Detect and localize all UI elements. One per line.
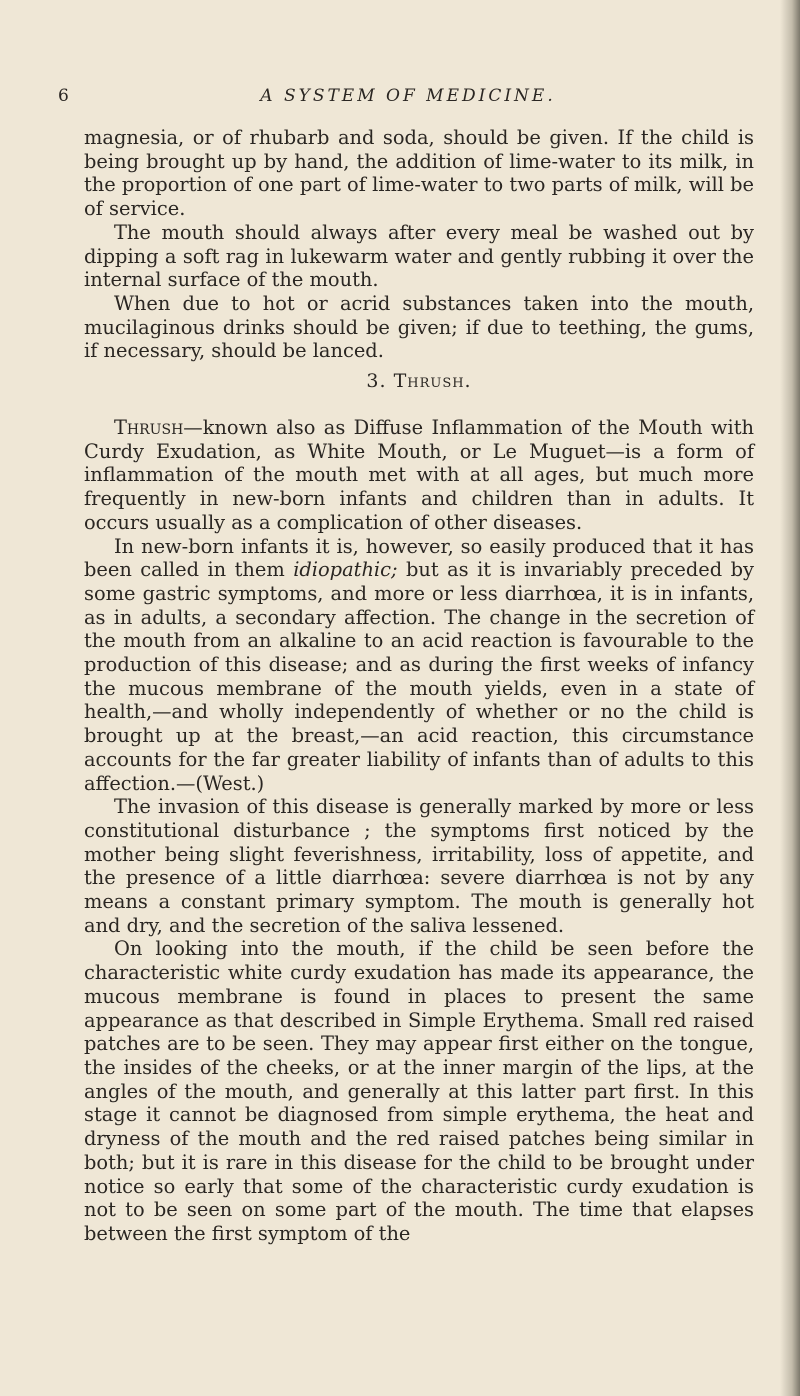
thrush-paragraph-3: The invasion of this disease is generally marked by more or less constitutional disturbance ; the symptoms first noticed by the mother being slight feverishness, irritability, loss of appetite, and the presence of a little diarrhœa: severe diarrhœa is not by any means a constant primary symptom. The mouth is generally hot and dry, and the secretion of the saliva lessened. — [84, 795, 754, 937]
paragraph-1-rest: —known also as Diffuse Inflammation of the Mouth with Curdy Exudation, as White Mouth, or Le Muguet—is a form of inflammation of the mouth met with at all ages, but much more frequently in new-born infants and children than in adults. It occurs usually as a complication of other diseases. — [84, 416, 754, 534]
thrush-text — [84, 416, 754, 1246]
page-header — [58, 86, 758, 110]
intro-paragraph-3: When due to hot or acrid substances taken into the mouth, mucilaginous drinks should be given; if due to teething, the gums, if necessary, should be lanced. — [84, 291, 754, 363]
thrush-paragraph-2 — [84, 535, 754, 796]
intro-text — [84, 126, 754, 363]
italic-term: idiopathic; — [293, 558, 398, 582]
intro-paragraph-1: magnesia, or of rhubarb and soda, should be given. If the child is being brought up by hand, the addition of lime-water to its milk, in the proportion of one part of lime-water to two parts of milk, will be of service. — [84, 126, 754, 221]
thrush-paragraph-4: On looking into the mouth, if the child be seen before the characteristic white curdy exudation has made its appearance, the mucous membrane is found in places to present the same appearance as that described in Simple Erythema. Small red raised patches are to be seen. They may appear first either on the tongue, the insides of the cheeks, or at the inner margin of the lips, at the angles of the mouth, and generally at this latter part first. In this stage it cannot be diagnosed from simple erythema, the heat and dryness of the mouth and the red raised patches being similar in both; but it is rare in this disease for the child to be brought under notice so early that some of the characteristic curdy exudation is not to be seen on some part of the mouth. The time that elapses between the first symptom of the — [84, 937, 754, 1245]
thrush-paragraph-1 — [84, 416, 754, 535]
page-number: 6 — [58, 86, 69, 106]
page-edge-shadow — [780, 0, 800, 1396]
running-head: A SYSTEM OF MEDICINE. — [260, 86, 556, 106]
paragraph-2-before: In new-born infants it is, however, so easily produced that it has been called in them — [84, 534, 754, 582]
section-title: Thrush. — [393, 370, 472, 392]
lead-word: Thrush — [114, 416, 184, 439]
paragraph-2-after: but as it is invariably preceded by some gastric symptoms, and more or less diarrhœa, it is in infants, as in adults, a secondary affection. The change in the secretion of the mouth from an alkaline to an acid reaction is favourable to the production of this disease; and as during the first weeks of infancy the mucous membrane of the mouth yields, even in a state of health,—and wholly independently of whether or no the child is brought up at the breast,—an acid reaction, this circumstance accounts for the far greater liability of infants than of adults to this affection.—(West.) — [84, 558, 754, 795]
section-number: 3. — [366, 370, 387, 392]
intro-paragraph-2: The mouth should always after every meal be washed out by dipping a soft rag in lukewarm water and gently rubbing it over the internal surface of the mouth. — [84, 220, 754, 292]
section-heading — [84, 370, 754, 392]
